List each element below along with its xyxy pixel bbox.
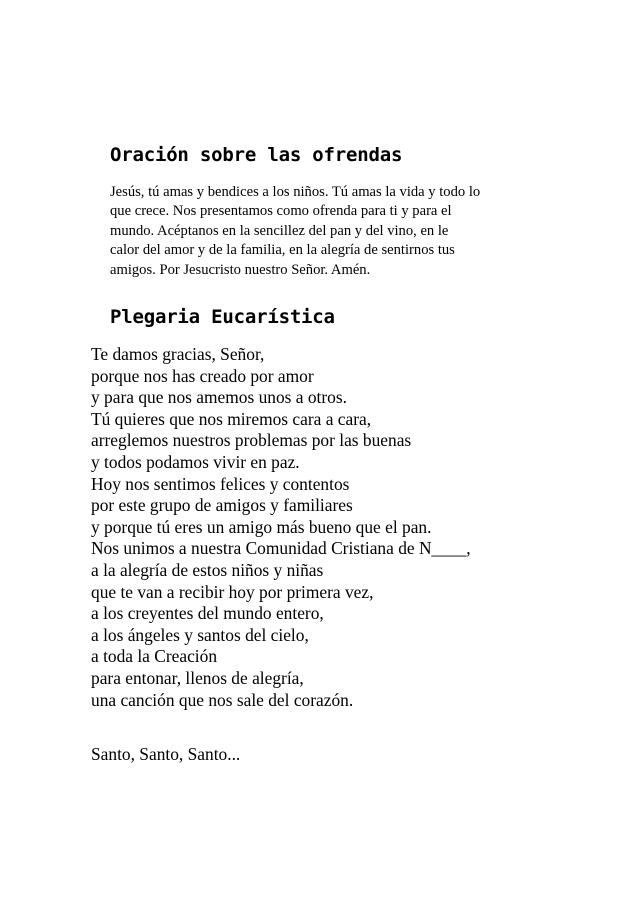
offerings-line: mundo. Acéptanos en la sencillez del pan y del vino, en le xyxy=(110,222,449,239)
offerings-paragraph xyxy=(110,183,480,280)
prayer-line: a la alegría de estos niños y niñas xyxy=(91,559,324,580)
prayer-line: Nos unimos a nuestra Comunidad Cristiana de N____, xyxy=(91,538,471,559)
prayer-line: y para que nos amemos unos a otros. xyxy=(91,387,347,408)
offerings-heading: Oración sobre las ofrendas xyxy=(110,144,403,166)
prayer-line: a toda la Creación xyxy=(91,646,218,667)
prayer-line: y porque tú eres un amigo más bueno que el pan. xyxy=(91,516,432,537)
prayer-line: para entonar, llenos de alegría, xyxy=(91,667,304,688)
prayer-line: por este grupo de amigos y familiares xyxy=(91,495,353,516)
sanctus-line: Santo, Santo, Santo... xyxy=(91,744,241,764)
eucharistic-prayer-text xyxy=(91,344,471,711)
prayer-line: porque nos has creado por amor xyxy=(91,365,314,386)
prayer-line: una canción que nos sale del corazón. xyxy=(91,689,354,710)
offerings-line: calor del amor y de la familia, en la alegría de sentirnos tus xyxy=(110,242,455,259)
offerings-line: que crece. Nos presentamos como ofrenda para ti y para el xyxy=(110,203,452,220)
prayer-line: a los ángeles y santos del cielo, xyxy=(91,624,309,645)
prayer-line: Hoy nos sentimos felices y contentos xyxy=(91,473,350,494)
prayer-line: Te damos gracias, Señor, xyxy=(91,344,265,364)
prayer-line: que te van a recibir hoy por primera vez, xyxy=(91,581,374,602)
eucharistic-prayer-heading: Plegaria Eucarística xyxy=(110,306,335,328)
prayer-line: y todos podamos vivir en paz. xyxy=(91,451,300,472)
offerings-line: Jesús, tú amas y bendices a los niños. Tú amas la vida y todo lo xyxy=(110,184,481,200)
offerings-line: amigos. Por Jesucristo nuestro Señor. Amén. xyxy=(110,261,371,278)
prayer-line: a los creyentes del mundo entero, xyxy=(91,603,324,624)
prayer-line: Tú quieres que nos miremos cara a cara, xyxy=(91,408,372,429)
prayer-line: arreglemos nuestros problemas por las buenas xyxy=(91,430,412,451)
